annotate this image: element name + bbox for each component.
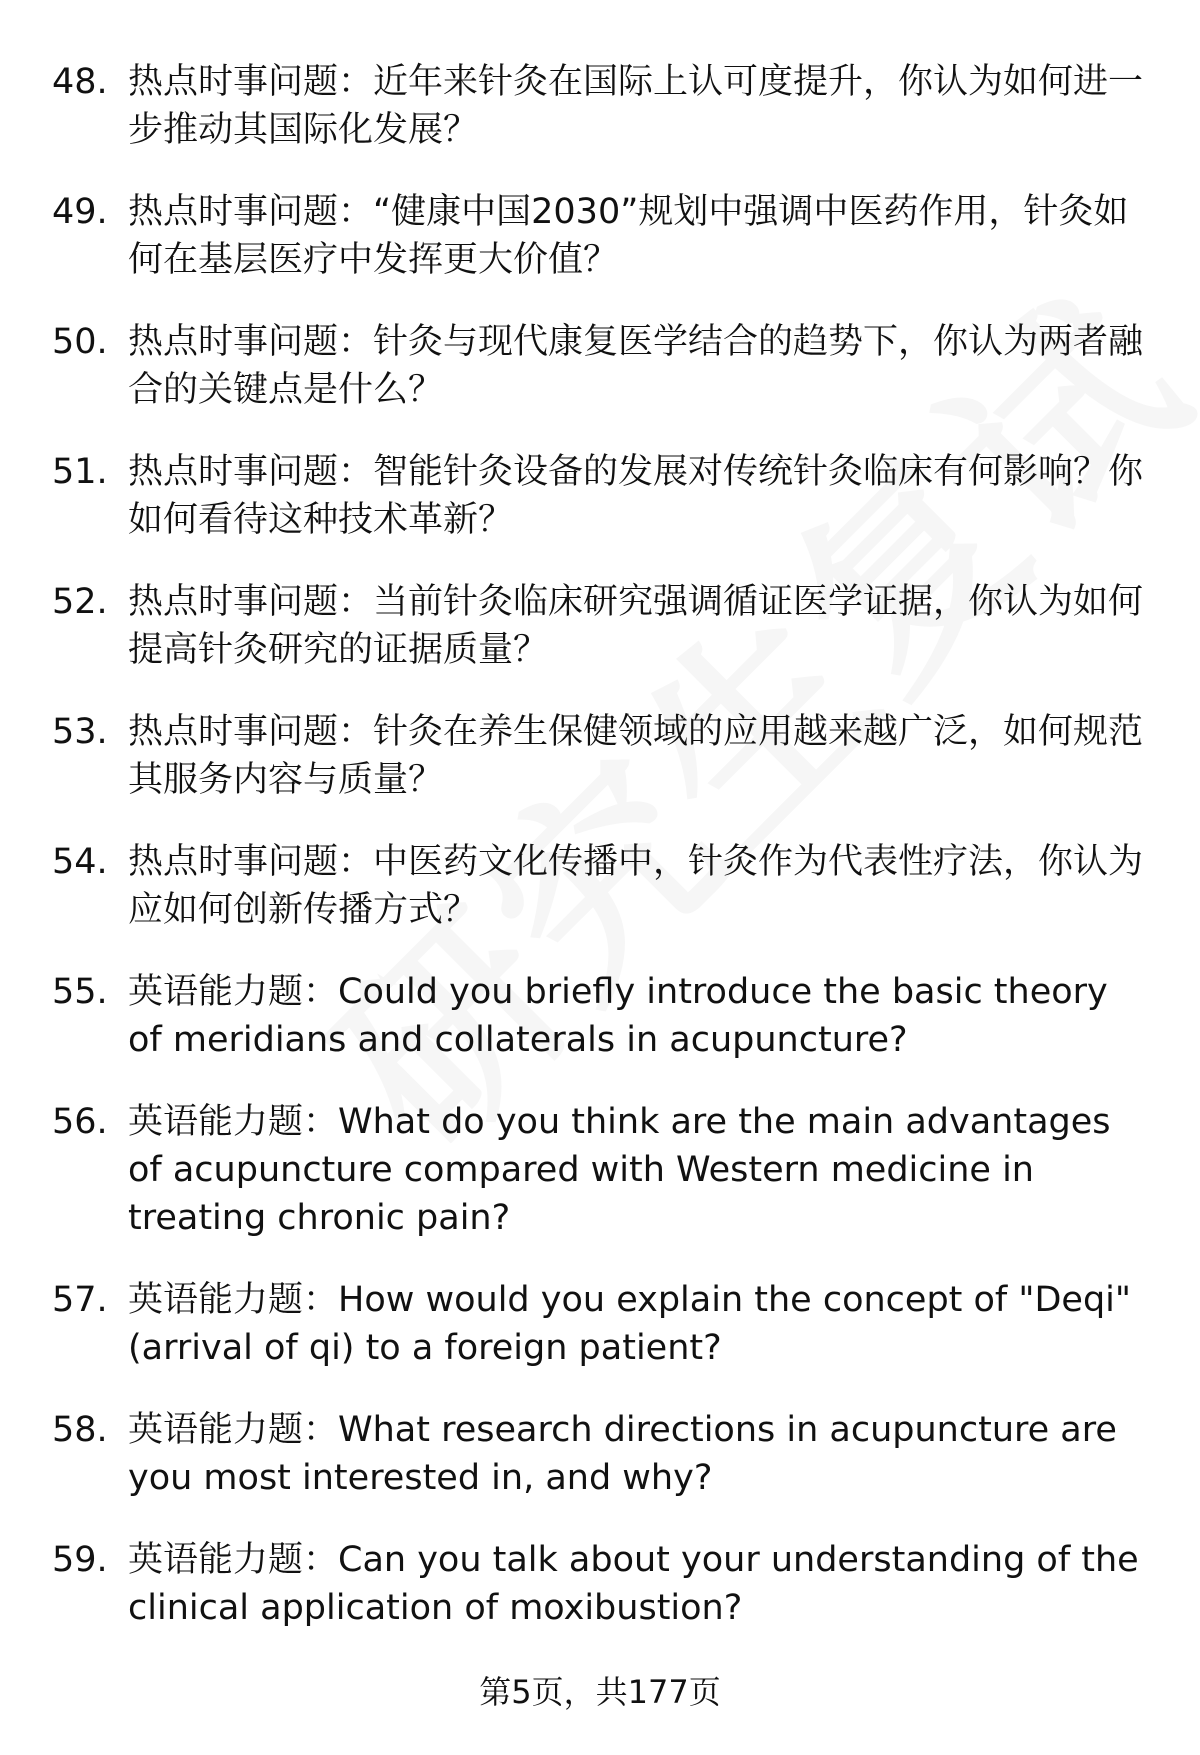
question-text: 英语能力题：What research directions in acupuncture are you most interested in, and why?	[128, 1410, 1117, 1498]
question-number: 50.	[52, 322, 108, 362]
question-item	[0, 448, 1200, 544]
question-text: 英语能力题：Can you talk about your understanding of the clinical application of moxibustion?	[128, 1540, 1139, 1628]
question-number: 49.	[52, 192, 108, 232]
question-item	[0, 1406, 1200, 1502]
question-number: 54.	[52, 842, 108, 882]
question-number: 55.	[52, 972, 108, 1012]
question-list	[0, 58, 1200, 1666]
question-number: 59.	[52, 1540, 108, 1580]
question-number: 48.	[52, 62, 108, 102]
page-footer	[0, 1672, 1200, 1712]
question-item	[0, 838, 1200, 934]
question-number: 58.	[52, 1410, 108, 1450]
question-text: 英语能力题：Could you briefly introduce the basic theory of meridians and collaterals in acupuncture?	[128, 972, 1108, 1060]
question-text: 热点时事问题：“健康中国2030”规划中强调中医药作用，针灸如何在基层医疗中发挥更大价值？	[128, 192, 1129, 280]
question-item	[0, 1536, 1200, 1632]
question-item	[0, 578, 1200, 674]
question-item	[0, 188, 1200, 284]
question-text: 英语能力题：What do you think are the main advantages of acupuncture compared with Western medicine in treating chronic pain?	[128, 1102, 1111, 1238]
question-item	[0, 1098, 1200, 1242]
question-item	[0, 708, 1200, 804]
question-item	[0, 58, 1200, 154]
question-item	[0, 1276, 1200, 1372]
page-number-label: 第5页，共177页	[479, 1673, 721, 1711]
question-item	[0, 318, 1200, 414]
question-text: 热点时事问题：中医药文化传播中，针灸作为代表性疗法，你认为应如何创新传播方式？	[128, 842, 1144, 930]
question-text: 热点时事问题：针灸在养生保健领域的应用越来越广泛，如何规范其服务内容与质量？	[128, 712, 1144, 800]
question-text: 热点时事问题：针灸与现代康复医学结合的趋势下，你认为两者融合的关键点是什么？	[128, 322, 1144, 410]
question-item	[0, 968, 1200, 1064]
question-number: 51.	[52, 452, 108, 492]
question-text: 热点时事问题：当前针灸临床研究强调循证医学证据，你认为如何提高针灸研究的证据质量？	[128, 582, 1144, 670]
question-number: 56.	[52, 1102, 108, 1142]
question-text: 热点时事问题：近年来针灸在国际上认可度提升，你认为如何进一步推动其国际化发展？	[128, 62, 1144, 150]
question-number: 57.	[52, 1280, 108, 1320]
question-text: 英语能力题：How would you explain the concept of "Deqi" (arrival of qi) to a foreign patient?	[128, 1280, 1131, 1368]
question-text: 热点时事问题：智能针灸设备的发展对传统针灸临床有何影响？你如何看待这种技术革新？	[128, 452, 1144, 540]
question-number: 53.	[52, 712, 108, 752]
question-number: 52.	[52, 582, 108, 622]
